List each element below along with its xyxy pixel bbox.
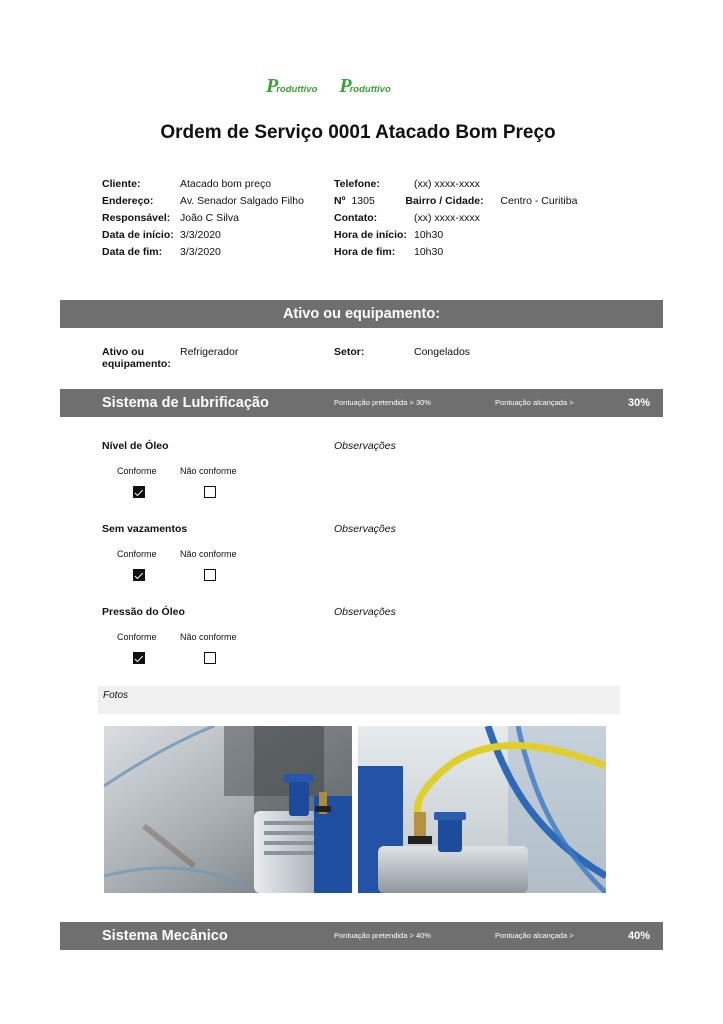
sector-value: Congelados xyxy=(414,346,471,358)
info-value: Centro - Curitiba xyxy=(500,195,578,207)
client-info-right xyxy=(334,176,577,261)
nao-conforme-checkbox[interactable] xyxy=(204,652,216,664)
section-header-lubrificacao xyxy=(60,389,663,417)
conforme-checkbox[interactable] xyxy=(133,652,145,664)
info-value: 10h30 xyxy=(414,246,444,258)
achieved-score-label: Pontuação alcançada > xyxy=(495,398,574,407)
observations-label[interactable]: Observações xyxy=(334,606,396,618)
info-value: Av. Senador Salgado Filho xyxy=(180,195,304,207)
option-nao-conforme-label: Não conforme xyxy=(180,632,237,642)
option-conforme-label: Conforme xyxy=(117,549,157,559)
info-label: Hora de início: xyxy=(334,229,407,241)
observations-label[interactable]: Observações xyxy=(334,440,396,452)
option-nao-conforme-label: Não conforme xyxy=(180,466,237,476)
conforme-checkbox[interactable] xyxy=(133,486,145,498)
info-label: Data de início: xyxy=(102,229,174,241)
section-title: Sistema Mecânico xyxy=(102,928,228,944)
page-title: Ordem de Serviço 0001 Atacado Bom Preço xyxy=(160,122,556,143)
info-label: Endereço: xyxy=(102,195,154,207)
produttivo-logo xyxy=(339,74,390,96)
target-score: Pontuação pretendida > 30% xyxy=(334,398,431,407)
info-value: (xx) xxxx-xxxx xyxy=(414,178,480,190)
achieved-score-label: Pontuação alcançada > xyxy=(495,931,574,940)
asset-label: Ativo ou equipamento: xyxy=(102,346,171,370)
info-row-contato xyxy=(334,210,577,227)
info-row-responsavel xyxy=(102,210,304,227)
logo-text: roduttivo xyxy=(276,84,318,95)
produttivo-logo xyxy=(266,74,317,96)
info-value: 10h30 xyxy=(414,229,444,241)
info-value: João C Silva xyxy=(180,212,239,224)
client-info-left xyxy=(102,176,304,261)
achieved-score-value: 40% xyxy=(628,930,651,942)
info-label: Cliente: xyxy=(102,178,141,190)
vacuum-pump-photo[interactable] xyxy=(104,726,352,893)
checklist-item-nivel-oleo xyxy=(102,440,662,520)
nao-conforme-checkbox[interactable] xyxy=(204,486,216,498)
info-value: 3/3/2020 xyxy=(180,229,221,241)
photos-label: Fotos xyxy=(98,686,620,714)
info-value: 3/3/2020 xyxy=(180,246,221,258)
checklist-item-sem-vazamentos xyxy=(102,523,662,603)
info-label: Nº xyxy=(334,195,346,207)
item-name: Nível de Óleo xyxy=(102,440,169,452)
pump-hoses-photo[interactable] xyxy=(358,726,606,893)
logo-mark: P xyxy=(339,75,352,97)
info-row-cliente xyxy=(102,176,304,193)
info-row-telefone xyxy=(334,176,577,193)
option-conforme-label: Conforme xyxy=(117,466,157,476)
info-row-hora-fim xyxy=(334,244,577,261)
info-value: 1305 xyxy=(351,195,375,207)
option-conforme-label: Conforme xyxy=(117,632,157,642)
nao-conforme-checkbox[interactable] xyxy=(204,569,216,581)
info-label: Responsável: xyxy=(102,212,171,224)
section-header-mecanico xyxy=(60,922,663,950)
conforme-checkbox[interactable] xyxy=(133,569,145,581)
achieved-score-value: 30% xyxy=(628,397,651,409)
info-value: (xx) xxxx-xxxx xyxy=(414,212,480,224)
info-value: Atacado bom preço xyxy=(180,178,272,190)
logo-text: roduttivo xyxy=(349,84,391,95)
asset-value: Refrigerador xyxy=(180,346,239,358)
info-row-hora-inicio xyxy=(334,227,577,244)
logo-mark: P xyxy=(266,75,279,97)
info-row-endereco xyxy=(102,193,304,210)
target-score: Pontuação pretendida > 40% xyxy=(334,931,431,940)
logo-group xyxy=(266,74,391,96)
option-nao-conforme-label: Não conforme xyxy=(180,549,237,559)
section-title: Sistema de Lubrificação xyxy=(102,395,269,411)
sector-label: Setor: xyxy=(334,346,365,358)
observations-label[interactable]: Observações xyxy=(334,523,396,535)
info-row-numero xyxy=(334,193,577,210)
info-row-data-fim xyxy=(102,244,304,261)
info-label: Bairro / Cidade: xyxy=(405,195,484,207)
item-name: Pressão do Óleo xyxy=(102,606,185,618)
info-label: Data de fim: xyxy=(102,246,163,258)
info-label: Telefone: xyxy=(334,178,380,190)
item-name: Sem vazamentos xyxy=(102,523,188,535)
info-label: Hora de fim: xyxy=(334,246,396,258)
checklist-item-pressao-oleo xyxy=(102,606,662,686)
asset-banner: Ativo ou equipamento: xyxy=(60,300,663,328)
info-label: Contato: xyxy=(334,212,378,224)
info-row-data-inicio xyxy=(102,227,304,244)
